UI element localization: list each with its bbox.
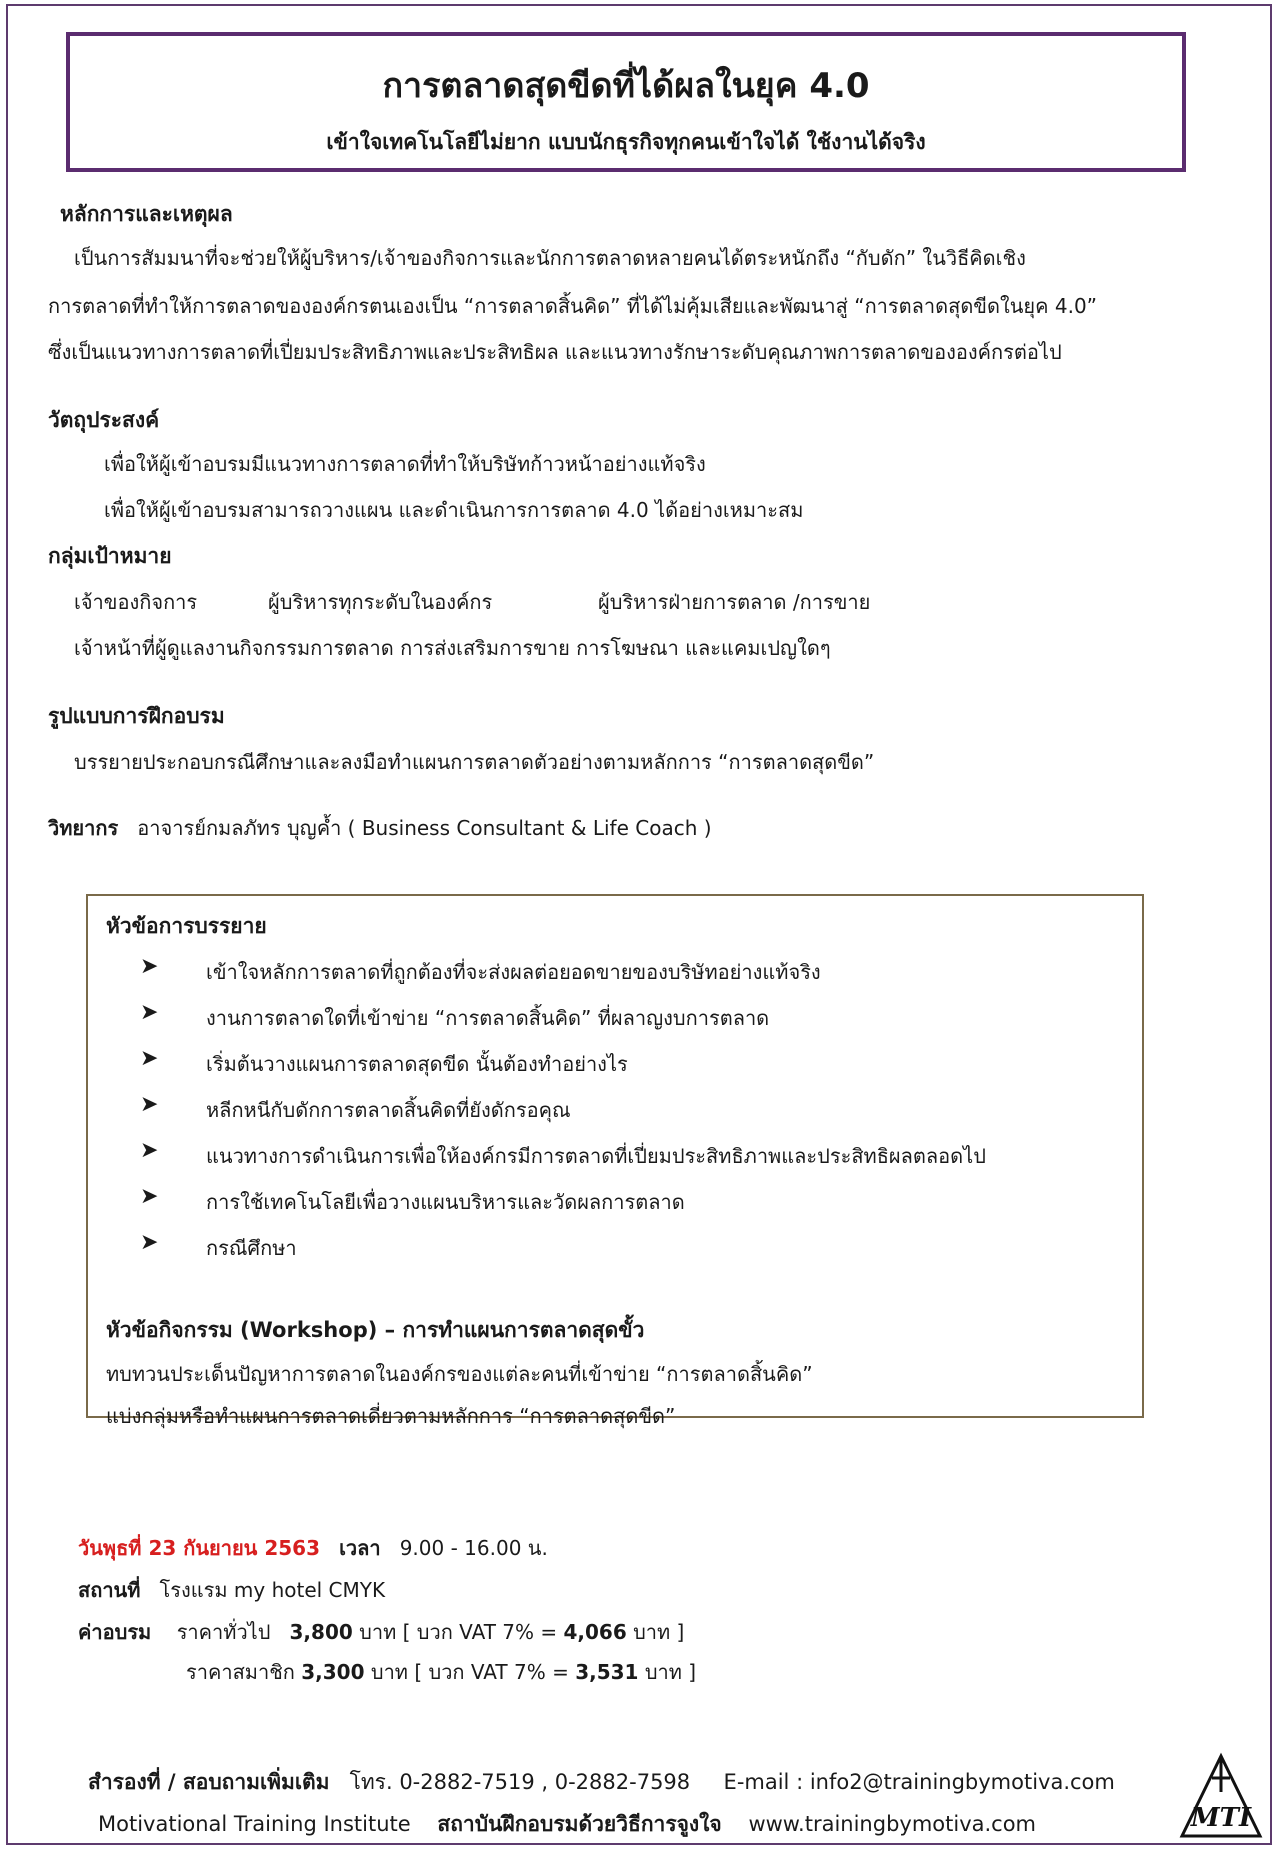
workshop-heading: หัวข้อกิจกรรม (Workshop) – การทำแผนการตลาดสุดขั้ว <box>106 1318 645 1342</box>
fee-member-label: ราคาสมาชิก <box>186 1660 295 1684</box>
topic-item: เริ่มต้นวางแผนการตลาดสุดขีด นั้นต้องทำอย่างไร <box>206 1052 628 1076</box>
fee-general-vat: 4,066 <box>563 1620 627 1644</box>
objective-item: เพื่อให้ผู้เข้าอบรมมีแนวทางการตลาดที่ทำให้บริษัทก้าวหน้าอย่างแท้จริง <box>104 452 706 476</box>
rationale-line: เป็นการสัมมนาที่จะช่วยให้ผู้บริหาร/เจ้าของกิจการและนักการตลาดหลายคนได้ตระหนักถึง “กับดัก” ในวิธีคิดเชิง <box>74 246 1026 270</box>
target-staff: เจ้าหน้าที่ผู้ดูแลงานกิจกรรมการตลาด การส่งเสริมการขาย การโฆษณา และแคมเปญใดๆ <box>74 636 831 660</box>
contact-line <box>88 1766 1115 1799</box>
title-box <box>66 32 1186 172</box>
fee-member: 3,300 <box>301 1660 365 1684</box>
topics-box <box>86 894 1144 1428</box>
speaker-line <box>48 812 712 844</box>
target-marketing: ผู้บริหารฝ่ายการตลาด /การขาย <box>598 590 871 614</box>
event-date: วันพุธที่ 23 กันยายน 2563 <box>78 1536 320 1560</box>
topic-item: แนวทางการดำเนินการเพื่อให้องค์กรมีการตลาดที่เปี่ยมประสิทธิภาพและประสิทธิผลตลอดไป <box>206 1144 986 1168</box>
objective-item: เพื่อให้ผู้เข้าอบรมสามารถวางแผน และดำเนินการการตลาด 4.0 ได้อย่างเหมาะสม <box>104 498 804 522</box>
page-title: การตลาดสุดขีดที่ได้ผลในยุค 4.0 <box>382 66 870 106</box>
fee-general: 3,800 <box>289 1620 353 1644</box>
topic-item: หลีกหนีกับดักการตลาดสิ้นคิดที่ยังดักรอคุณ <box>206 1098 571 1122</box>
objectives-heading: วัตถุประสงค์ <box>48 408 160 432</box>
institute-line <box>98 1808 1036 1841</box>
topic-item: กรณีศึกษา <box>206 1236 297 1260</box>
speaker-text: อาจารย์กมลภัทร บุญค้ำ ( Business Consultant & Life Coach ) <box>137 816 712 840</box>
fee-general-tail: บาท ] <box>633 1620 685 1644</box>
format-text: บรรยายประกอบกรณีศึกษาและลงมือทำแผนการตลาดตัวอย่างตามหลักการ “การตลาดสุดขีด” <box>74 750 875 774</box>
event-date-line <box>78 1532 548 1564</box>
website-link[interactable]: www.trainingbymotiva.com <box>748 1812 1037 1836</box>
page-subtitle: เข้าใจเทคโนโลยีไม่ยาก แบบนักธุรกิจทุกคนเข้าใจได้ ใช้งานได้จริง <box>326 130 926 154</box>
arrow-bullet-icon: ➤ <box>140 1184 159 1209</box>
contact-phone: โทร. 0-2882-7519 , 0-2882-7598 <box>349 1770 691 1794</box>
topic-item: การใช้เทคโนโลยีเพื่อวางแผนบริหารและวัดผลการตลาด <box>206 1190 685 1214</box>
logo-text: MTI <box>1190 1803 1252 1833</box>
fee-member-line <box>186 1656 696 1688</box>
contact-label: สำรองที่ / สอบถามเพิ่มเติม <box>88 1770 330 1794</box>
rationale-line: ซึ่งเป็นแนวทางการตลาดที่เปี่ยมประสิทธิภาพและประสิทธิผล และแนวทางรักษาระดับคุณภาพการตลาดขององค์กรต่อไป <box>48 340 1062 364</box>
fee-general-unit: บาท [ บวก VAT 7% = <box>359 1620 558 1644</box>
format-heading: รูปแบบการฝึกอบรม <box>48 704 225 728</box>
fee-member-unit: บาท [ บวก VAT 7% = <box>370 1660 569 1684</box>
target-owner: เจ้าของกิจการ <box>74 590 198 614</box>
fee-label: ค่าอบรม <box>78 1620 152 1644</box>
venue-text: โรงแรม my hotel CMYK <box>159 1578 386 1602</box>
speaker-label: วิทยากร <box>48 816 119 840</box>
arrow-bullet-icon: ➤ <box>140 1046 159 1071</box>
mti-logo-icon <box>1178 1752 1264 1840</box>
event-time-label: เวลา <box>339 1536 381 1560</box>
fee-general-label: ราคาทั่วไป <box>176 1620 271 1644</box>
event-time: 9.00 - 16.00 น. <box>399 1536 548 1560</box>
contact-email[interactable]: E-mail : info2@trainingbymotiva.com <box>723 1770 1115 1794</box>
venue-label: สถานที่ <box>78 1578 141 1602</box>
arrow-bullet-icon: ➤ <box>140 1000 159 1025</box>
arrow-bullet-icon: ➤ <box>140 1138 159 1163</box>
rationale-line: การตลาดที่ทำให้การตลาดขององค์กรตนเองเป็น “การตลาดสิ้นคิด” ที่ได้ไม่คุ้มเสียและพัฒนาสู่ “การตลาดสุดขีดในยุค 4.0” <box>48 294 1098 318</box>
rationale-heading: หลักการและเหตุผล <box>60 202 233 226</box>
workshop-item: ทบทวนประเด็นปัญหาการตลาดในองค์กรของแต่ละคนที่เข้าข่าย “การตลาดสิ้นคิด” <box>106 1362 813 1386</box>
event-venue-line <box>78 1574 385 1606</box>
target-heading: กลุ่มเป้าหมาย <box>48 544 172 568</box>
topic-item: งานการตลาดใดที่เข้าข่าย “การตลาดสิ้นคิด” ที่ผลาญงบการตลาด <box>206 1006 770 1030</box>
topic-item: เข้าใจหลักการตลาดที่ถูกต้องที่จะส่งผลต่อยอดขายของบริษัทอย่างแท้จริง <box>206 960 821 984</box>
topics-heading: หัวข้อการบรรยาย <box>106 914 267 938</box>
arrow-bullet-icon: ➤ <box>140 954 159 979</box>
arrow-bullet-icon: ➤ <box>140 1092 159 1117</box>
arrow-bullet-icon: ➤ <box>140 1230 159 1255</box>
target-executives: ผู้บริหารทุกระดับในองค์กร <box>268 590 493 614</box>
fee-general-line <box>78 1616 684 1648</box>
institute-en: Motivational Training Institute <box>98 1812 411 1836</box>
fee-member-tail: บาท ] <box>644 1660 697 1684</box>
institute-th: สถาบันฝึกอบรมด้วยวิธีการจูงใจ <box>437 1812 722 1836</box>
workshop-item: แบ่งกลุ่มหรือทำแผนการตลาดเดี่ยวตามหลักการ “การตลาดสุดขีด” <box>106 1404 676 1428</box>
fee-member-vat: 3,531 <box>575 1660 639 1684</box>
